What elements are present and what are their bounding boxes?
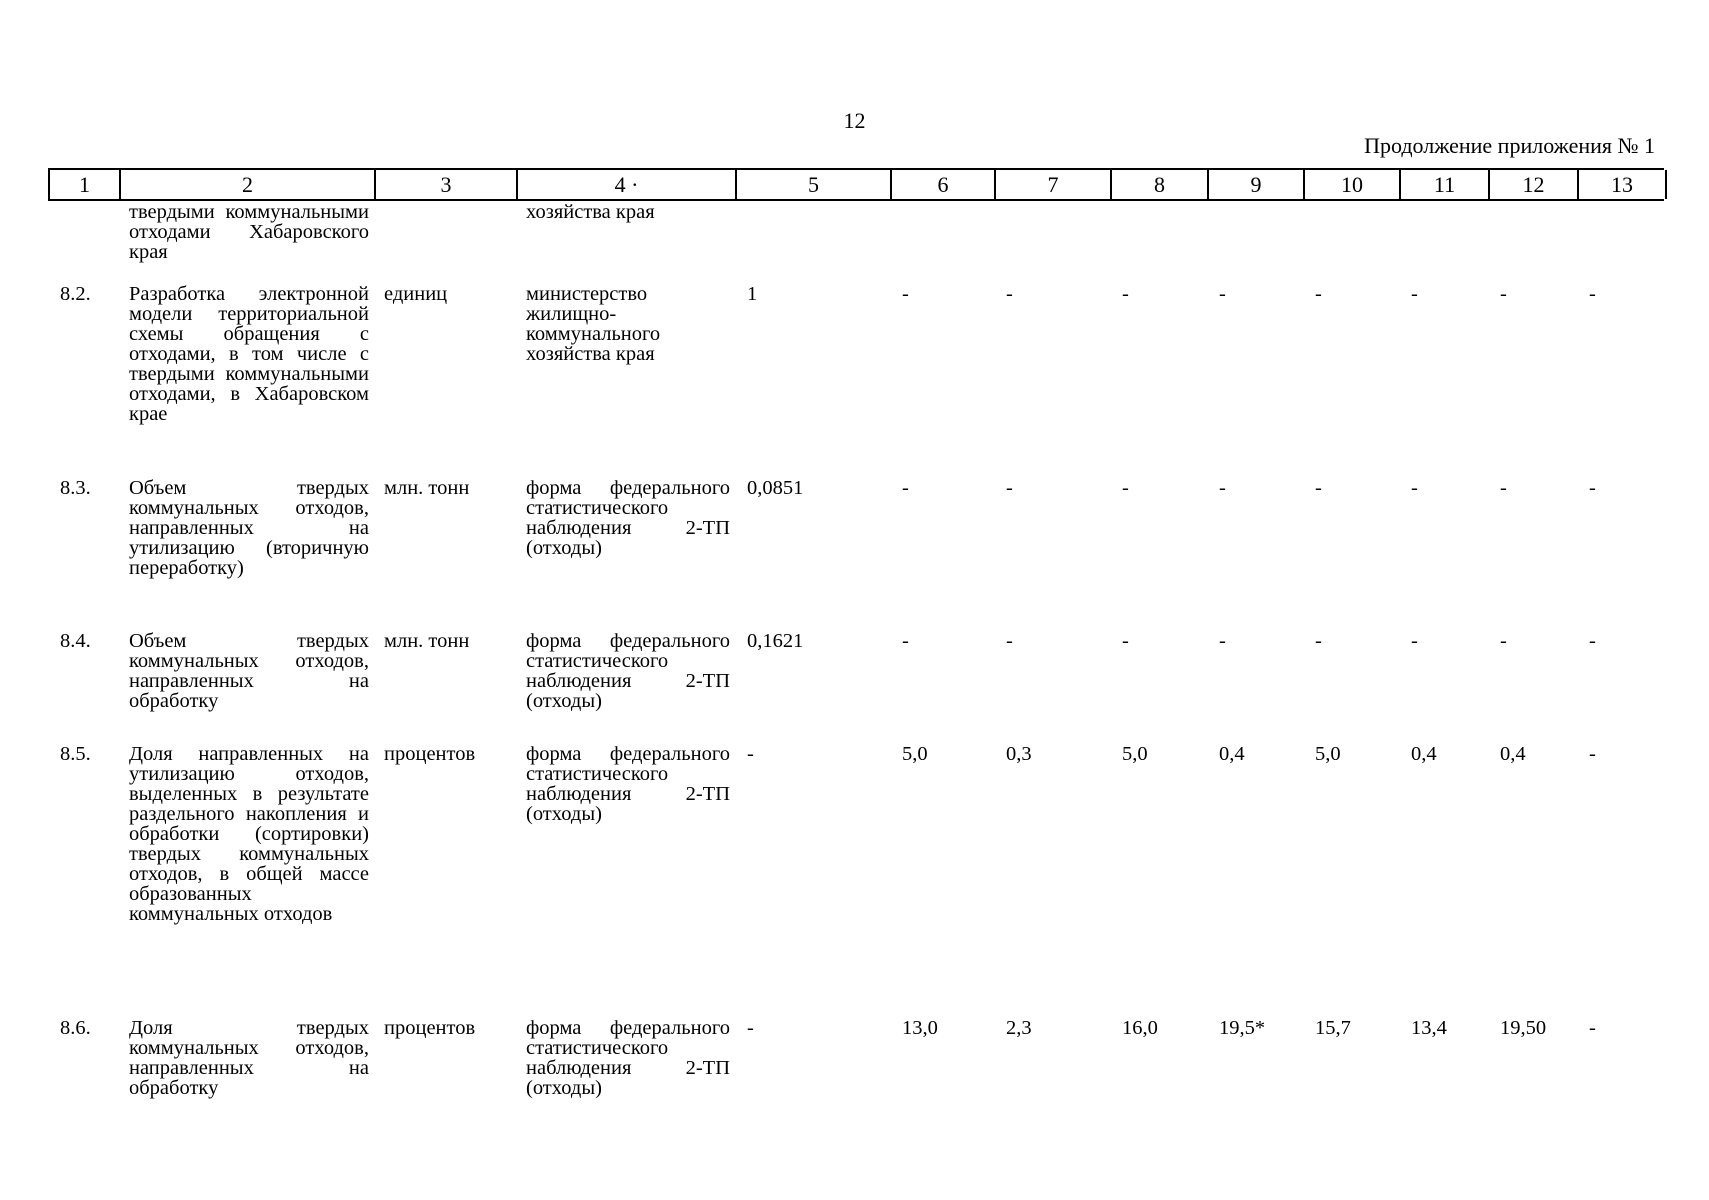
- value-cell: -: [747, 1017, 754, 1039]
- data-source: форма федерального статистического наблюдения 2-ТП (отходы): [526, 630, 730, 712]
- value-cell: -: [1411, 477, 1418, 499]
- indicator-name: Доля направленных на утилизацию отходов, выделенных в результате раздельного накопления и обработки (сортировки) твердых коммунальных отходов, в общей массе образованных коммунальных отходов: [129, 743, 369, 925]
- unit: млн. тонн: [384, 630, 470, 652]
- value-cell: -: [1122, 630, 1129, 652]
- value-cell: 13,0: [902, 1017, 938, 1039]
- value-cell: 16,0: [1122, 1017, 1158, 1039]
- value-cell: -: [902, 283, 909, 305]
- header-cell: 13: [1579, 170, 1667, 199]
- value-cell: 1: [747, 283, 758, 305]
- header-cell: 10: [1305, 170, 1401, 199]
- table-row: [48, 478, 1664, 631]
- header-cell: 12: [1490, 170, 1579, 199]
- value-cell: -: [1315, 630, 1322, 652]
- value-cell: 0,3: [1006, 743, 1032, 765]
- unit: процентов: [384, 743, 476, 765]
- value-cell: 0,0851: [747, 477, 804, 499]
- row-number: 8.6.: [60, 1017, 91, 1039]
- data-source: форма федерального статистического наблюдения 2-ТП (отходы): [526, 743, 730, 825]
- value-cell: 15,7: [1315, 1017, 1351, 1039]
- data-source: форма федерального статистического наблюдения 2-ТП (отходы): [526, 477, 730, 559]
- value-cell: -: [1589, 743, 1596, 765]
- header-cell: 4 ·: [518, 170, 737, 199]
- value-cell: -: [1411, 630, 1418, 652]
- value-cell: 5,0: [1122, 743, 1148, 765]
- unit: единиц: [384, 283, 448, 305]
- header-cell: 9: [1209, 170, 1305, 199]
- indicator-name: Разработка электронной модели территориальной схемы обращения с отходами, в том числе с твердыми коммунальными отходами, в Хабаровском крае: [129, 283, 369, 425]
- row-number: 8.3.: [60, 477, 91, 499]
- value-cell: 19,50: [1500, 1017, 1547, 1039]
- row-number: 8.4.: [60, 630, 91, 652]
- value-cell: [735, 202, 890, 284]
- value-cell: -: [1006, 283, 1013, 305]
- value-cell: -: [1219, 477, 1226, 499]
- value-cell: -: [1006, 477, 1013, 499]
- value-cell: -: [1500, 477, 1507, 499]
- value-cell: -: [1500, 283, 1507, 305]
- indicator-name: Доля твердых коммунальных отходов, направленных на обработку: [129, 1017, 369, 1099]
- value-cell: -: [1315, 283, 1322, 305]
- header-cell: 2: [121, 170, 376, 199]
- value-cell: 5,0: [902, 743, 928, 765]
- value-cell: 0,4: [1500, 743, 1526, 765]
- page-number: 12: [843, 108, 866, 133]
- header-cell: 6: [892, 170, 996, 199]
- value-cell: -: [1122, 477, 1129, 499]
- value-cell: 2,3: [1006, 1017, 1032, 1039]
- row-number: [48, 202, 119, 284]
- value-cell: -: [1411, 283, 1418, 305]
- value-cell: -: [902, 477, 909, 499]
- value-cell: -: [1219, 283, 1226, 305]
- value-cell: -: [1589, 283, 1596, 305]
- table-row: [48, 284, 1664, 478]
- unit: процентов: [384, 1017, 476, 1039]
- value-cell: -: [1500, 630, 1507, 652]
- table-row: [48, 1018, 1664, 1138]
- continuation-caption: Продолжение приложения № 1: [1364, 133, 1655, 158]
- value-cell: 5,0: [1315, 743, 1341, 765]
- value-cell: -: [1122, 283, 1129, 305]
- row-number: 8.5.: [60, 743, 91, 765]
- unit: млн. тонн: [384, 477, 470, 499]
- value-cell: 0,4: [1411, 743, 1437, 765]
- header-cell: 8: [1112, 170, 1209, 199]
- value-cell: [1399, 202, 1488, 284]
- indicator-name: Объем твердых коммунальных отходов, направленных на обработку: [129, 630, 369, 712]
- table-row: [48, 744, 1664, 1018]
- value-cell: -: [1006, 630, 1013, 652]
- value-cell: [1577, 202, 1665, 284]
- value-cell: [890, 202, 994, 284]
- value-cell: -: [1589, 1017, 1596, 1039]
- unit: [374, 202, 516, 284]
- value-cell: 0,4: [1219, 743, 1245, 765]
- value-cell: 19,5*: [1219, 1017, 1266, 1039]
- header-cell: 11: [1401, 170, 1490, 199]
- value-cell: [994, 202, 1110, 284]
- value-cell: -: [1589, 630, 1596, 652]
- value-cell: 13,4: [1411, 1017, 1447, 1039]
- value-cell: [1207, 202, 1303, 284]
- table-body: [48, 202, 1664, 1138]
- row-number: 8.2.: [60, 283, 91, 305]
- value-cell: [1110, 202, 1207, 284]
- value-cell: -: [1219, 630, 1226, 652]
- value-cell: [1488, 202, 1577, 284]
- value-cell: 0,1621: [747, 630, 804, 652]
- table-header: [48, 168, 1664, 201]
- value-cell: [1303, 202, 1399, 284]
- table-row: [48, 202, 1664, 284]
- value-cell: -: [902, 630, 909, 652]
- data-source: министерство жилищно-коммунального хозяйства края: [526, 283, 661, 365]
- value-cell: -: [1315, 477, 1322, 499]
- data-source: форма федерального статистического наблюдения 2-ТП (отходы): [526, 1017, 730, 1099]
- value-cell: -: [1589, 477, 1596, 499]
- header-cell: 1: [50, 170, 121, 199]
- table-row: [48, 631, 1664, 744]
- data-source: хозяйства края: [526, 201, 655, 223]
- header-cell: 7: [996, 170, 1112, 199]
- header-cell: 3: [376, 170, 518, 199]
- value-cell: -: [747, 743, 754, 765]
- header-cell: 5: [737, 170, 892, 199]
- indicator-name: твердыми коммунальными отходами Хабаровского края: [129, 201, 369, 263]
- indicator-name: Объем твердых коммунальных отходов, направленных на утилизацию (вторичную переработку): [129, 477, 369, 579]
